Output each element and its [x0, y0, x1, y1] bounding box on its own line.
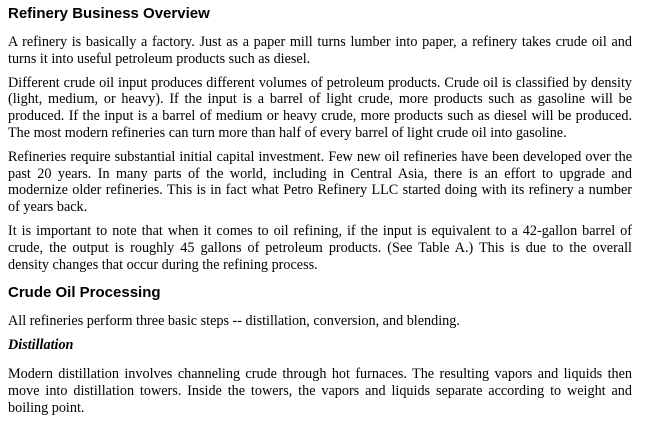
paragraph-crude-density: Different crude oil input produces different volumes of petroleum products. Crude oil is classified by density (light, medium, or heavy). If the input is a barrel of light crude, more products such as gasoline will be produced. If the input is a barrel of medium or heavy crude, more products such as diesel will be produced. The most modern refineries can turn more than half of every barrel of light crude oil into gasoline.: [8, 74, 632, 141]
paragraph-distillation: Modern distillation involves channeling crude through hot furnaces. The resulting vapors and liquids then move into distillation towers. Inside the towers, the vapors and liquids separate according to weight and boiling point.: [8, 366, 632, 416]
section-heading-refinery-business-overview: Refinery Business Overview: [8, 5, 210, 22]
paragraph-refinery-factory: A refinery is basically a factory. Just as a paper mill turns lumber into paper, a refinery takes crude oil and turns it into useful petroleum products such as diesel.: [8, 34, 632, 67]
document-page: [8, 0, 632, 424]
section-heading-crude-oil-processing: Crude Oil Processing: [8, 284, 161, 302]
paragraph-capital-investment: Refineries require substantial initial capital investment. Few new oil refineries have been developed over the past 20 years. In many parts of the world, including in Central Asia, there is an effort to upgrade and modernize older refineries. This is in fact what Petro Refinery LLC started doing with its refinery a number of years back.: [8, 148, 632, 216]
paragraph-output-volume: It is important to note that when it comes to oil refining, if the input is equivalent to a 42-gallon barrel of crude, the output is roughly 45 gallons of petroleum products. (See Table A.) This is due to the overall density changes that occur during the refining process.: [8, 222, 632, 273]
paragraph-three-steps: All refineries perform three basic steps -- distillation, conversion, and blending.: [8, 313, 460, 330]
subheading-distillation: Distillation: [8, 337, 74, 354]
